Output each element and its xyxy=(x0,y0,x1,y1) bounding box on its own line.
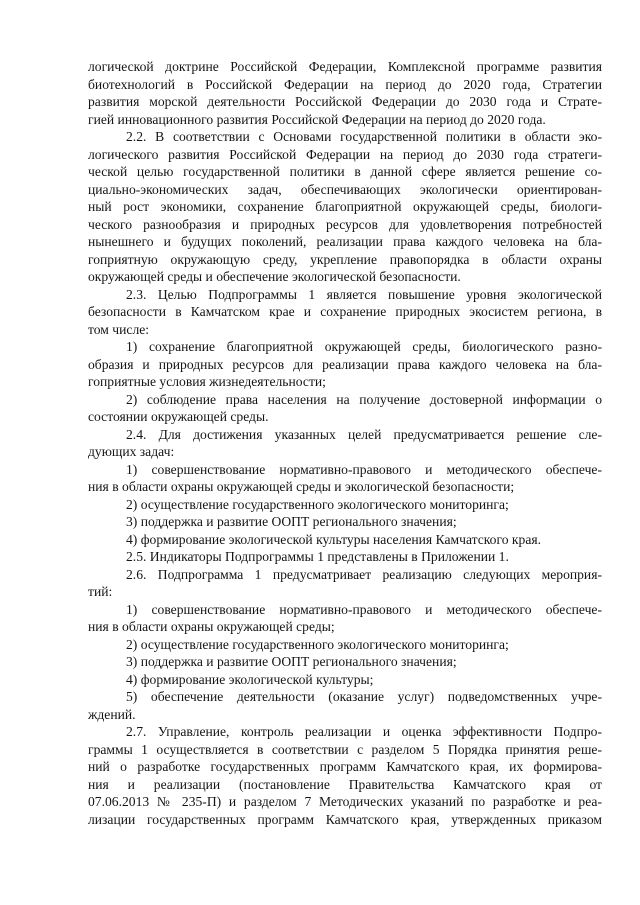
paragraph-2-3 xyxy=(88,286,602,339)
text-line: ждений. xyxy=(88,706,136,722)
paragraph-2-2 xyxy=(88,128,602,286)
paragraph-2-5 xyxy=(88,548,602,566)
text-line: 2.5. Индикаторы Подпрограммы 1 представлены в Приложении 1. xyxy=(126,549,509,564)
text-line: 2.6. Подпрограмма 1 предусматривает реализацию следующих мероприя- xyxy=(126,566,602,582)
text-line: ческого разнообразия и природных ресурсов для удовлетворения потребностей xyxy=(88,216,602,232)
text-line: лизации государственных программ Камчатского края, утвержденных приказом xyxy=(88,811,602,827)
list-item xyxy=(88,461,602,496)
text-line: гоприятную окружающую среду, укрепление правопорядка в области охраны xyxy=(88,251,602,267)
text-line: 2.4. Для достижения указанных целей предусматривается решение сле- xyxy=(126,426,602,442)
list-item xyxy=(88,688,602,723)
text-line: ния в области охраны окружающей среды и экологической безопасности; xyxy=(88,479,515,494)
list-item xyxy=(88,653,602,671)
list-item xyxy=(88,391,602,426)
text-line: 2.3. Целью Подпрограммы 1 является повышение уровня экологической xyxy=(126,286,602,302)
text-line: биотехнологий в Российской Федерации на период до 2020 года, Стратегии xyxy=(88,76,602,92)
text-line: ный рост экономики, сохранение благоприятной окружающей среды, биологи- xyxy=(88,199,602,214)
list-item xyxy=(88,601,602,636)
text-line: гоприятные условия жизнедеятельности; xyxy=(88,374,326,389)
paragraph xyxy=(88,58,602,128)
text-line: развития морской деятельности Российской Федерации до 2030 года и Страте- xyxy=(88,94,602,109)
text-line: 4) формирование экологической культуры населения Камчатского края. xyxy=(126,531,541,547)
text-line: окружающей среды и обеспечение экологической безопасности. xyxy=(88,269,461,284)
text-line: циально-экономических задач, обеспечивающих экологически ориентирован- xyxy=(88,181,602,197)
text-line: ний о разработке государственных программ Камчатского края, их формирова- xyxy=(88,759,602,774)
text-line: 2) соблюдение права населения на получение достоверной информации о xyxy=(126,391,602,407)
text-line: гией инновационного развития Российской Федерации на период до 2020 года. xyxy=(88,111,546,127)
text-line: логического развития Российской Федерации на период до 2030 года стратеги- xyxy=(88,146,602,162)
paragraph-2-6 xyxy=(88,566,602,601)
text-line: 2) осуществление государственного экологического мониторинга; xyxy=(126,496,509,512)
text-line: образия и природных ресурсов для реализации права каждого человека на бла- xyxy=(88,356,602,372)
text-line: безопасности в Камчатском крае и сохранение природных экосистем региона, в xyxy=(88,304,602,319)
text-line: 07.06.2013 № 235-П) и разделом 7 Методических указаний по разработке и реа- xyxy=(88,794,602,809)
text-line: ния в области охраны окружающей среды; xyxy=(88,619,335,634)
text-line: том числе: xyxy=(88,321,150,337)
text-line: ческой целью государственной политики в данной сфере является решение со- xyxy=(88,164,602,179)
text-line: 3) поддержка и развитие ООПТ регионального значения; xyxy=(126,514,457,529)
text-line: 1) сохранение благоприятной окружающей среды, биологического разно- xyxy=(126,339,602,354)
text-line: логической доктрине Российской Федерации, Комплексной программе развития xyxy=(88,59,602,74)
list-item xyxy=(88,496,602,514)
text-line: 1) совершенствование нормативно-правового и методического обеспече- xyxy=(126,461,602,477)
text-line: 2.7. Управление, контроль реализации и оценка эффективности Подпро- xyxy=(126,724,602,739)
list-item xyxy=(88,531,602,549)
text-line: граммы 1 осуществляется в соответствии с разделом 5 Порядка принятия реше- xyxy=(88,741,602,757)
text-line: 5) обеспечение деятельности (оказание услуг) подведомственных учре- xyxy=(126,689,602,704)
text-line: тий: xyxy=(88,584,113,599)
text-line: дующих задач: xyxy=(88,444,175,459)
text-line: 2) осуществление государственного экологического мониторинга; xyxy=(126,636,509,652)
text-line: состоянии окружающей среды. xyxy=(88,409,269,424)
text-line: 4) формирование экологической культуры; xyxy=(126,671,374,687)
document-page xyxy=(88,58,602,828)
list-item xyxy=(88,636,602,654)
text-line: ния и реализации (постановление Правительства Камчатского края от xyxy=(88,776,602,792)
text-line: нынешнего и будущих поколений, реализации права каждого человека на бла- xyxy=(88,234,602,249)
text-line: 1) совершенствование нормативно-правового и методического обеспече- xyxy=(126,601,602,617)
list-item xyxy=(88,671,602,689)
text-line: 3) поддержка и развитие ООПТ регионального значения; xyxy=(126,654,457,669)
paragraph-2-4 xyxy=(88,426,602,461)
text-line: 2.2. В соответствии с Основами государственной политики в области эко- xyxy=(126,129,602,144)
list-item xyxy=(88,338,602,391)
list-item xyxy=(88,513,602,531)
paragraph-2-7 xyxy=(88,723,602,828)
